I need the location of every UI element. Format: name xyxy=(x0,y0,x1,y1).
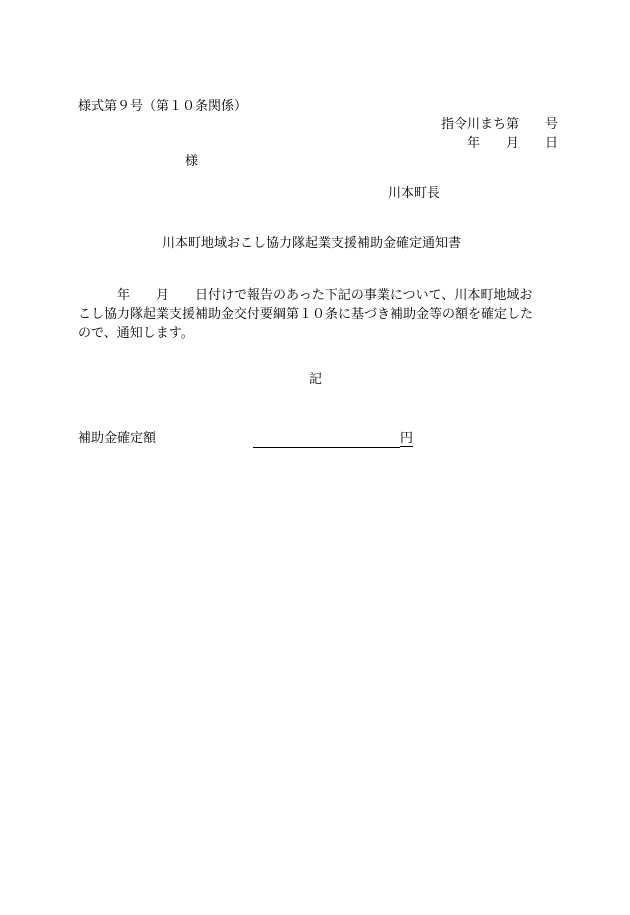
body-line: 年 月 日付けで報告のあった下記の事業について、川本町地域お xyxy=(78,288,533,303)
amount-blank-underline xyxy=(253,432,400,448)
body-line: ので、通知します。 xyxy=(78,326,194,341)
amount-unit: 円 xyxy=(400,431,414,446)
body-paragraph xyxy=(78,286,558,343)
ki-heading: 記 xyxy=(309,372,323,387)
amount-row xyxy=(78,432,428,450)
amount-label: 補助金確定額 xyxy=(78,431,157,446)
body-line: こし協力隊起業支援補助金交付要綱第１０条に基づき補助金等の額を確定した xyxy=(78,307,534,322)
directive-number: 指令川まち第 号 xyxy=(440,117,558,132)
issue-date: 年 月 日 xyxy=(466,136,558,151)
form-number-label: 様式第９号（第１０条関係） xyxy=(78,99,248,114)
addressee-honorific: 様 xyxy=(185,154,199,169)
document-title: 川本町地域おこし協力隊起業支援補助金確定通知書 xyxy=(162,236,462,251)
issuer-name: 川本町長 xyxy=(388,186,441,201)
